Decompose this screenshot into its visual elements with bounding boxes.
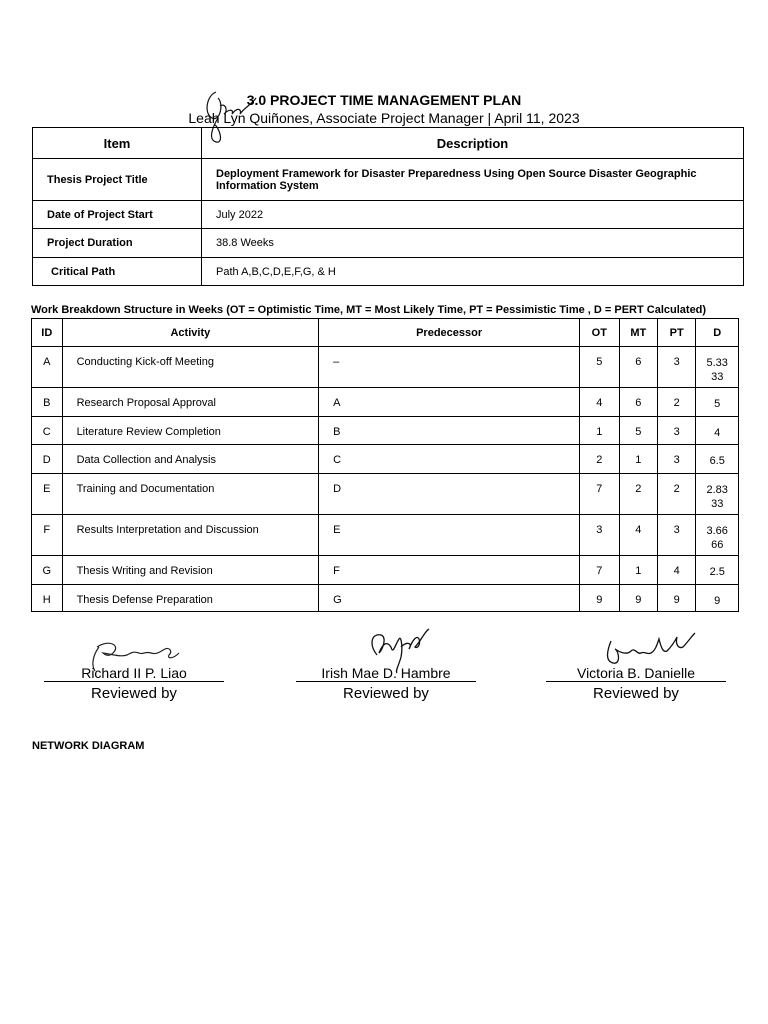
wbs-predecessor: G — [319, 585, 580, 612]
table-row — [32, 417, 739, 445]
wbs-activity: Conducting Kick-off Meeting — [62, 347, 319, 388]
wbs-d-line1: 5.33 — [706, 357, 728, 369]
wbs-predecessor: C — [319, 445, 580, 474]
wbs-header-d: D — [696, 319, 739, 347]
wbs-d — [696, 417, 739, 445]
wbs-d — [696, 474, 739, 515]
wbs-id: G — [32, 556, 63, 585]
info-label: Critical Path — [33, 258, 202, 286]
table-row — [32, 556, 739, 585]
info-value: Path A,B,C,D,E,F,G, & H — [202, 258, 744, 286]
wbs-ot: 2 — [580, 445, 619, 474]
wbs-predecessor: F — [319, 556, 580, 585]
wbs-mt: 6 — [619, 388, 657, 417]
table-row — [32, 474, 739, 515]
wbs-d-line1: 2.83 — [706, 484, 728, 496]
wbs-header-activity: Activity — [62, 319, 319, 347]
wbs-caption: Work Breakdown Structure in Weeks (OT = Optimistic Time, MT = Most Likely Time, PT = Pessimistic Time , D = PERT Calculated) — [31, 304, 707, 316]
table-row — [32, 347, 739, 388]
wbs-mt: 1 — [619, 556, 657, 585]
wbs-mt: 5 — [619, 417, 657, 445]
wbs-pt: 2 — [658, 474, 696, 515]
wbs-d-line1: 5 — [714, 398, 721, 410]
wbs-mt: 2 — [619, 474, 657, 515]
wbs-d — [696, 388, 739, 417]
info-row-critical-path — [33, 258, 744, 286]
wbs-header-predecessor: Predecessor — [319, 319, 580, 347]
wbs-ot: 9 — [580, 585, 619, 612]
info-row-duration — [33, 229, 744, 258]
wbs-id: A — [32, 347, 63, 388]
wbs-mt: 4 — [619, 515, 657, 556]
wbs-id: C — [32, 417, 63, 445]
wbs-mt: 6 — [619, 347, 657, 388]
wbs-d-line1: 3.66 — [706, 525, 728, 537]
wbs-header-ot: OT — [580, 319, 619, 347]
wbs-ot: 4 — [580, 388, 619, 417]
wbs-d-line2: 33 — [711, 371, 724, 383]
info-value: Deployment Framework for Disaster Preparedness Using Open Source Disaster Geographic Information System — [202, 159, 744, 201]
wbs-d-line1: 2.5 — [709, 566, 725, 578]
wbs-d-line2: 33 — [711, 498, 724, 510]
wbs-id: D — [32, 445, 63, 474]
network-diagram-heading: NETWORK DIAGRAM — [32, 740, 145, 752]
wbs-table — [31, 318, 739, 612]
wbs-id: F — [32, 515, 63, 556]
wbs-d-line1: 9 — [714, 595, 721, 607]
wbs-activity: Results Interpretation and Discussion — [62, 515, 319, 556]
reviewer-1-name: Richard II P. Liao — [44, 665, 224, 682]
info-row-start — [33, 201, 744, 229]
wbs-header-row — [32, 319, 739, 347]
wbs-activity: Training and Documentation — [62, 474, 319, 515]
wbs-activity: Literature Review Completion — [62, 417, 319, 445]
wbs-activity: Thesis Writing and Revision — [62, 556, 319, 585]
wbs-ot: 1 — [580, 417, 619, 445]
wbs-id: E — [32, 474, 63, 515]
wbs-header-id: ID — [32, 319, 63, 347]
reviewer-2-name: Irish Mae D. Hambre — [296, 665, 476, 682]
wbs-d — [696, 556, 739, 585]
wbs-d — [696, 347, 739, 388]
page-title: 3.0 PROJECT TIME MANAGEMENT PLAN — [246, 92, 522, 108]
wbs-d — [696, 585, 739, 612]
wbs-predecessor: A — [319, 388, 580, 417]
info-value: 38.8 Weeks — [202, 229, 744, 258]
reviewer-3-role: Reviewed by — [593, 685, 679, 702]
info-header-item: Item — [33, 128, 202, 159]
reviewer-3 — [546, 625, 726, 702]
wbs-id: B — [32, 388, 63, 417]
info-label: Thesis Project Title — [33, 159, 202, 201]
wbs-ot: 7 — [580, 474, 619, 515]
reviewer-3-name: Victoria B. Danielle — [546, 665, 726, 682]
wbs-predecessor: D — [319, 474, 580, 515]
wbs-ot: 5 — [580, 347, 619, 388]
wbs-id: H — [32, 585, 63, 612]
wbs-d — [696, 445, 739, 474]
info-row-title — [33, 159, 744, 201]
project-info-table — [32, 127, 744, 286]
wbs-predecessor: E — [319, 515, 580, 556]
wbs-predecessor: B — [319, 417, 580, 445]
info-value: July 2022 — [202, 201, 744, 229]
reviewer-2 — [296, 625, 476, 702]
wbs-d-line1: 4 — [714, 427, 721, 439]
wbs-pt: 3 — [658, 515, 696, 556]
table-row — [32, 585, 739, 612]
wbs-pt: 3 — [658, 417, 696, 445]
reviewer-1-role: Reviewed by — [91, 685, 177, 702]
reviewer-1 — [44, 625, 224, 702]
wbs-pt: 3 — [658, 445, 696, 474]
wbs-pt: 4 — [658, 556, 696, 585]
wbs-ot: 7 — [580, 556, 619, 585]
wbs-d-line2: 66 — [711, 539, 724, 551]
wbs-predecessor: – — [319, 347, 580, 388]
wbs-pt: 3 — [658, 347, 696, 388]
wbs-d — [696, 515, 739, 556]
info-header-description: Description — [202, 128, 744, 159]
info-label: Date of Project Start — [33, 201, 202, 229]
wbs-pt: 2 — [658, 388, 696, 417]
wbs-header-mt: MT — [619, 319, 657, 347]
wbs-activity: Research Proposal Approval — [62, 388, 319, 417]
page-subtitle: Leah Lyn Quiñones, Associate Project Manager | April 11, 2023 — [188, 110, 580, 126]
reviewer-2-role: Reviewed by — [343, 685, 429, 702]
table-row — [32, 445, 739, 474]
wbs-mt: 9 — [619, 585, 657, 612]
info-label: Project Duration — [33, 229, 202, 258]
wbs-pt: 9 — [658, 585, 696, 612]
table-row — [32, 388, 739, 417]
wbs-mt: 1 — [619, 445, 657, 474]
wbs-ot: 3 — [580, 515, 619, 556]
wbs-activity: Thesis Defense Preparation — [62, 585, 319, 612]
wbs-activity: Data Collection and Analysis — [62, 445, 319, 474]
table-row — [32, 515, 739, 556]
wbs-d-line1: 6.5 — [709, 455, 725, 467]
wbs-header-pt: PT — [658, 319, 696, 347]
info-header-row — [33, 128, 744, 159]
